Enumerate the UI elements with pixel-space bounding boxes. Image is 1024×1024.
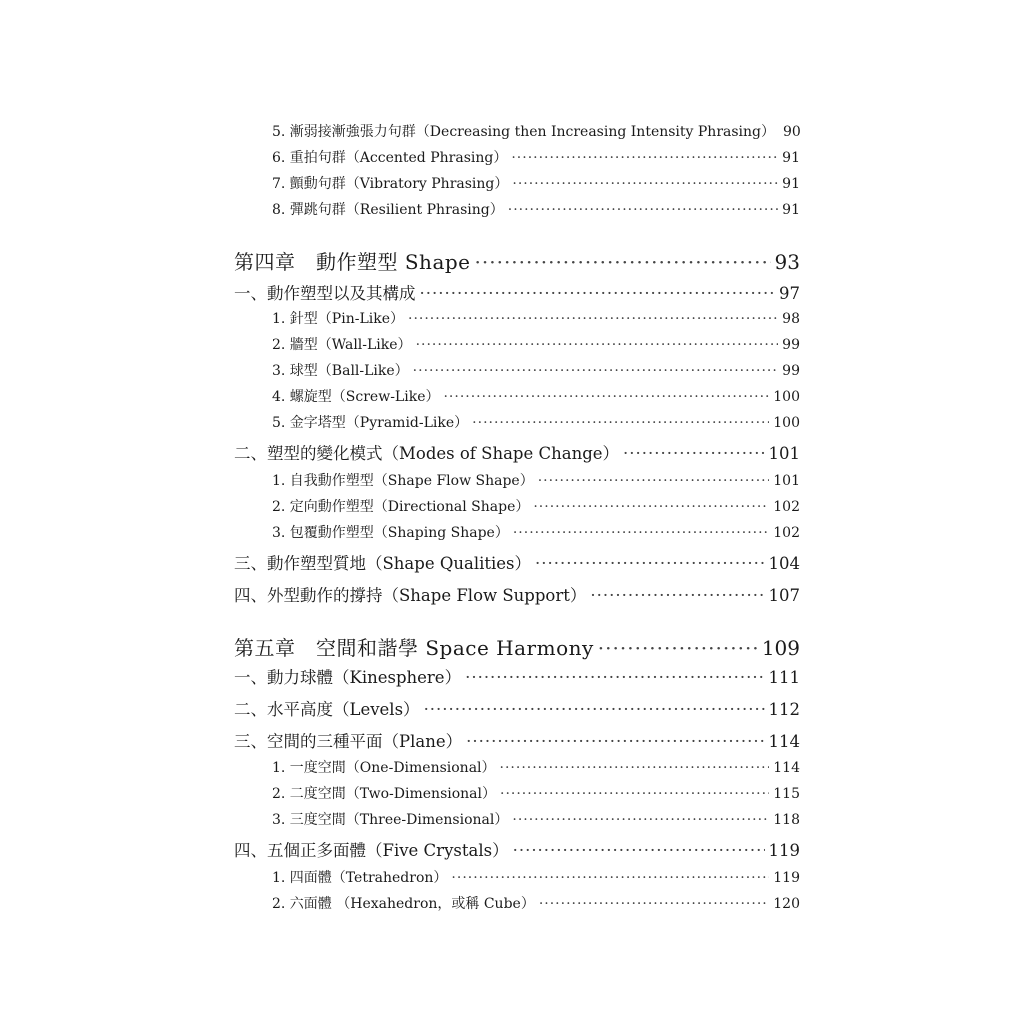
dot-leader	[408, 311, 778, 327]
toc-entry-page-number: 102	[773, 499, 800, 515]
toc-entry-title: 一、動力球體（Kinesphere）	[234, 668, 462, 687]
toc-entry-page-number: 91	[782, 202, 800, 218]
toc-entry	[234, 121, 800, 141]
toc-entry-page-number: 100	[773, 389, 800, 405]
toc-entry-page-number: 115	[773, 786, 800, 802]
toc-entry-page-number: 91	[782, 150, 800, 166]
dot-leader	[466, 732, 764, 751]
toc-entry	[234, 664, 800, 688]
toc-entry-title: 第四章 動作塑型 Shape	[234, 250, 471, 274]
toc-entry-title: 5. 金字塔型（Pyramid-Like）	[272, 415, 469, 431]
toc-entry-page-number: 98	[782, 311, 800, 327]
dot-leader	[451, 870, 769, 886]
dot-leader	[533, 499, 769, 515]
toc-entry	[234, 522, 800, 542]
dot-leader	[465, 668, 764, 687]
toc-entry	[234, 893, 800, 913]
toc-entry	[234, 550, 800, 574]
dot-leader	[413, 363, 779, 379]
toc-entry	[234, 386, 800, 406]
toc-entry-title: 二、水平高度（Levels）	[234, 700, 420, 719]
toc-entry-page-number: 93	[774, 250, 800, 274]
toc-entry-title: 7. 顫動句群（Vibratory Phrasing）	[272, 176, 509, 192]
toc-entry-page-number: 100	[773, 415, 800, 431]
toc-entry-title: 四、外型動作的撐持（Shape Flow Support）	[234, 586, 587, 605]
dot-leader	[475, 250, 771, 274]
toc-entry	[234, 173, 800, 193]
dot-leader	[416, 337, 779, 353]
toc-entry-page-number: 111	[768, 668, 800, 687]
toc-entry	[234, 582, 800, 606]
toc-entry-page-number: 114	[768, 732, 800, 751]
toc-entry	[234, 867, 800, 887]
toc-entry	[234, 147, 800, 167]
toc-entry-title: 3. 三度空間（Three-Dimensional）	[272, 812, 509, 828]
dot-leader	[500, 786, 769, 802]
toc-entry	[234, 360, 800, 380]
dot-leader	[472, 415, 769, 431]
toc-entry-title: 2. 牆型（Wall-Like）	[272, 337, 412, 353]
dot-leader	[539, 896, 769, 912]
toc-entry-title: 2. 二度空間（Two-Dimensional）	[272, 786, 496, 802]
toc-entry-title: 3. 球型（Ball-Like）	[272, 363, 409, 379]
toc-entry-title: 2. 六面體 （Hexahedron，或稱 Cube）	[272, 896, 535, 912]
toc-entry-page-number: 112	[768, 700, 800, 719]
toc-entry	[234, 496, 800, 516]
toc-entry	[234, 440, 800, 464]
toc-entry	[234, 632, 800, 661]
toc-entry-page-number: 109	[761, 636, 800, 660]
toc-entry-page-number: 118	[773, 812, 800, 828]
dot-leader	[623, 444, 764, 463]
toc-entry-title: 一、動作塑型以及其構成	[234, 284, 416, 303]
toc-entry-page-number: 119	[768, 841, 800, 860]
toc-entry	[234, 696, 800, 720]
toc-entry	[234, 334, 800, 354]
toc-entry-page-number: 97	[779, 284, 800, 303]
toc-entry-title: 5. 漸弱接漸強張力句群（Decreasing then Increasing Intensity Phrasing）	[272, 124, 776, 140]
toc-entry-page-number: 99	[782, 363, 800, 379]
toc-entry	[234, 837, 800, 861]
toc-entry	[234, 246, 800, 275]
toc-entry-title: 1. 針型（Pin-Like）	[272, 311, 404, 327]
toc-entry-title: 8. 彈跳句群（Resilient Phrasing）	[272, 202, 504, 218]
toc-entry-page-number: 104	[768, 554, 800, 573]
dot-leader	[590, 586, 764, 605]
dot-leader	[535, 554, 764, 573]
toc-entry	[234, 308, 800, 328]
dot-leader	[512, 812, 769, 828]
toc-entry	[234, 809, 800, 829]
toc-entry	[234, 412, 800, 432]
toc-entry-page-number: 120	[773, 896, 800, 912]
dot-leader	[443, 389, 769, 405]
dot-leader	[508, 202, 778, 218]
toc-entry	[234, 470, 800, 490]
toc-entry	[234, 783, 800, 803]
dot-leader	[513, 841, 765, 860]
dot-leader	[512, 176, 778, 192]
dot-leader	[513, 525, 769, 541]
toc-entry-page-number: 91	[782, 176, 800, 192]
dot-leader	[420, 284, 776, 303]
toc-entry-page-number: 102	[773, 525, 800, 541]
toc-entry-title: 三、空間的三種平面（Plane）	[234, 732, 463, 751]
dot-leader	[598, 636, 758, 660]
dot-leader	[424, 700, 765, 719]
toc-entry-page-number: 101	[768, 444, 800, 463]
toc-entry-title: 第五章 空間和諧學 Space Harmony	[234, 636, 594, 660]
toc-entry-title: 二、塑型的變化模式（Modes of Shape Change）	[234, 444, 620, 463]
toc-entry-title: 6. 重拍句群（Accented Phrasing）	[272, 150, 508, 166]
dot-leader	[500, 760, 770, 776]
toc-entry	[234, 757, 800, 777]
toc-entry-title: 3. 包覆動作塑型（Shaping Shape）	[272, 525, 509, 541]
toc-entry	[234, 199, 800, 219]
dot-leader	[538, 473, 770, 489]
toc-entry	[234, 280, 800, 304]
dot-leader	[511, 150, 778, 166]
toc-entry-title: 四、五個正多面體（Five Crystals）	[234, 841, 509, 860]
toc-entry-title: 1. 一度空間（One-Dimensional）	[272, 760, 496, 776]
toc-entry-title: 1. 四面體（Tetrahedron）	[272, 870, 448, 886]
toc-entry-page-number: 90	[783, 124, 801, 140]
toc-entry-page-number: 114	[773, 760, 800, 776]
toc-entry-title: 4. 螺旋型（Screw-Like）	[272, 389, 440, 405]
toc-entry-page-number: 101	[773, 473, 800, 489]
toc-entry-title: 1. 自我動作塑型（Shape Flow Shape）	[272, 473, 534, 489]
toc-entry-title: 三、動作塑型質地（Shape Qualities）	[234, 554, 532, 573]
toc-entry	[234, 728, 800, 752]
toc-entry-page-number: 119	[773, 870, 800, 886]
toc-entry-page-number: 107	[768, 586, 800, 605]
toc-entry-title: 2. 定向動作塑型（Directional Shape）	[272, 499, 530, 515]
toc-entry-page-number: 99	[782, 337, 800, 353]
